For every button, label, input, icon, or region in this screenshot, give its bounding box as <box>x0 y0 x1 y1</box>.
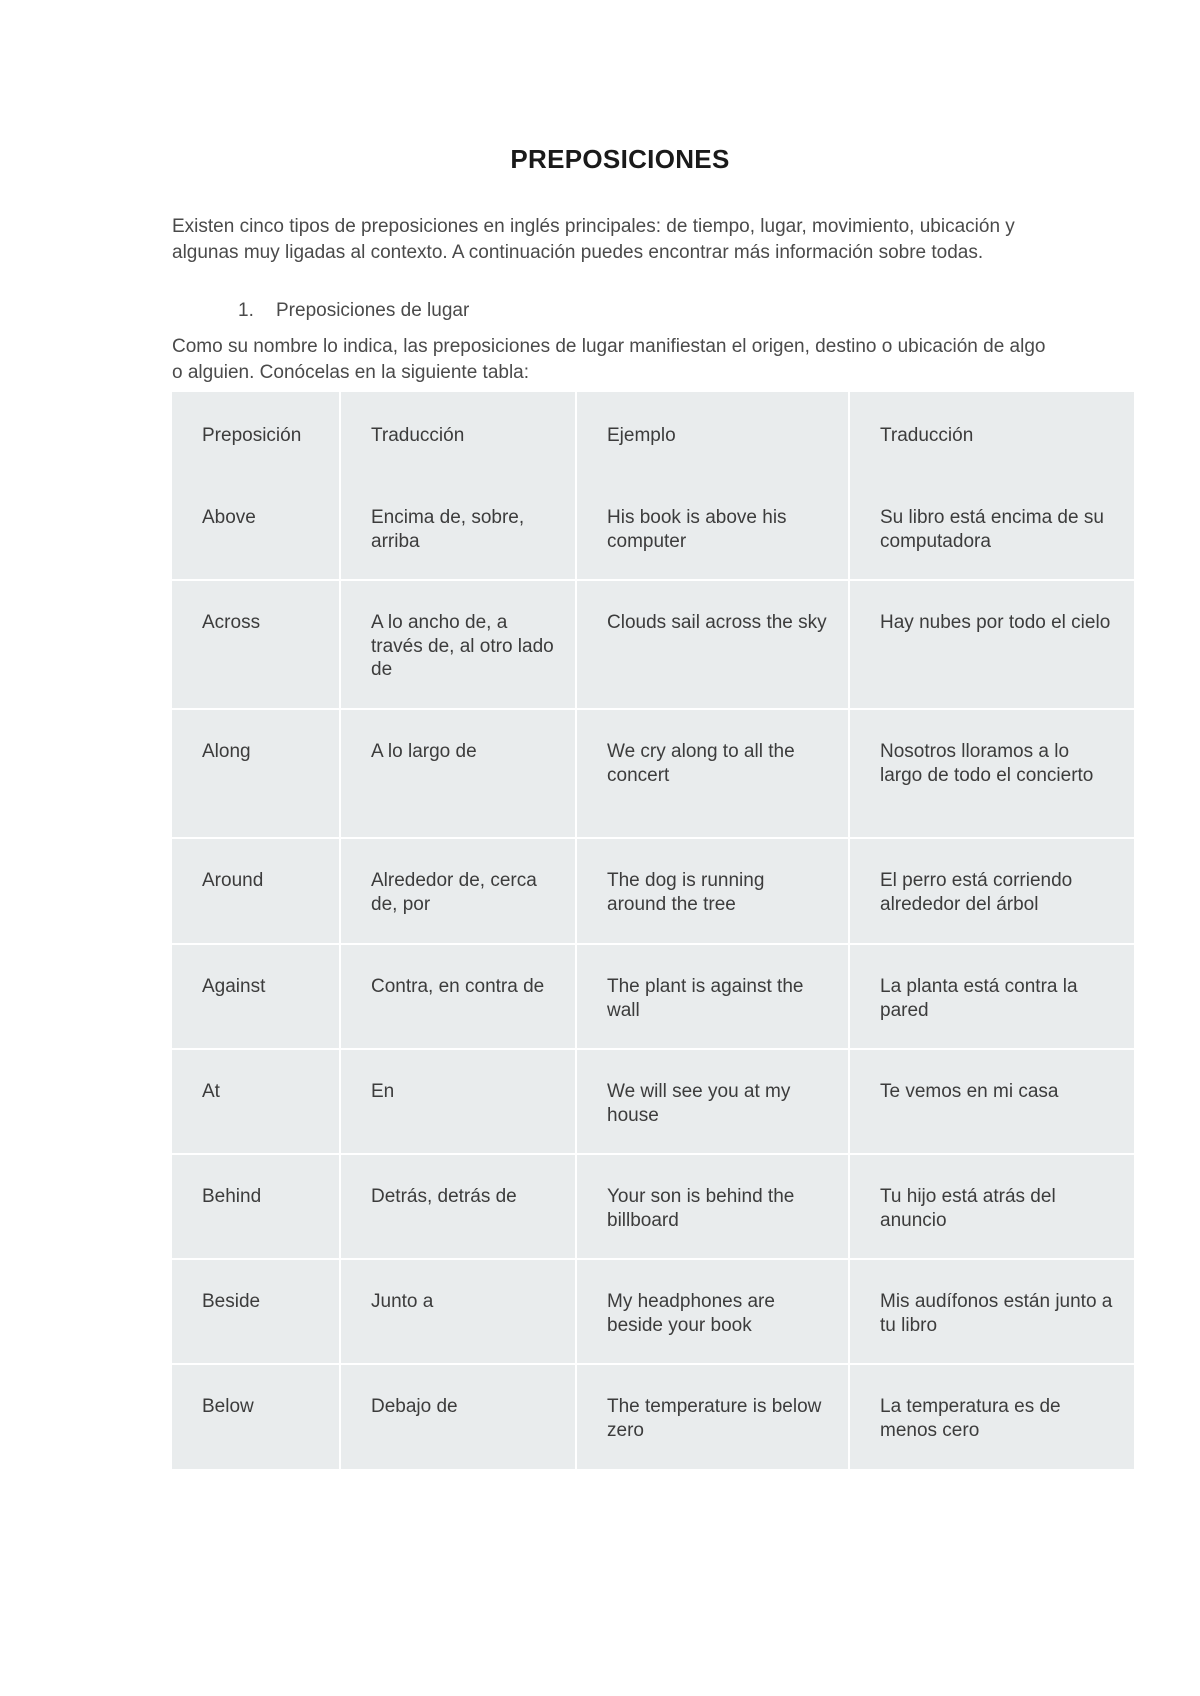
table-cell: At <box>172 1049 340 1154</box>
table-row <box>172 580 1134 709</box>
numbered-list-item <box>238 300 469 322</box>
table-cell: El perro está corriendo alrededor del árbol <box>849 838 1134 944</box>
table-cell: Hay nubes por todo el cielo <box>849 580 1134 709</box>
header-cell: Preposición <box>172 392 340 476</box>
header-cell: Traducción <box>340 392 576 476</box>
table-cell: Detrás, detrás de <box>340 1154 576 1259</box>
list-number: 1. <box>238 300 254 321</box>
table-cell: Nosotros lloramos a lo largo de todo el concierto <box>849 709 1134 838</box>
table-cell: We cry along to all the concert <box>576 709 849 838</box>
page-title: PREPOSICIONES <box>510 144 730 174</box>
table-cell: The dog is running around the tree <box>576 838 849 944</box>
table-cell: Your son is behind the billboard <box>576 1154 849 1259</box>
table-cell: En <box>340 1049 576 1154</box>
table-cell: Alrededor de, cerca de, por <box>340 838 576 944</box>
table-cell: My headphones are beside your book <box>576 1259 849 1364</box>
table-row <box>172 1154 1134 1259</box>
table-cell: A lo largo de <box>340 709 576 838</box>
table-row <box>172 944 1134 1049</box>
table-cell: Along <box>172 709 340 838</box>
prepositions-table <box>172 392 1134 1471</box>
table-cell: La planta está contra la pared <box>849 944 1134 1049</box>
table-cell: Junto a <box>340 1259 576 1364</box>
header-cell: Traducción <box>880 425 974 446</box>
table-cell: Tu hijo está atrás del anuncio <box>849 1154 1134 1259</box>
table-row <box>172 476 1134 580</box>
table-row <box>172 1259 1134 1364</box>
table-cell: Mis audífonos están junto a tu libro <box>849 1259 1134 1364</box>
table-row <box>172 838 1134 944</box>
table-row <box>172 709 1134 838</box>
table-cell: Above <box>172 476 340 580</box>
table-cell: Te vemos en mi casa <box>849 1049 1134 1154</box>
table-cell: Around <box>172 838 340 944</box>
table-cell: Behind <box>172 1154 340 1259</box>
list-label: Preposiciones de lugar <box>276 300 470 321</box>
table-cell: Against <box>172 944 340 1049</box>
table-header-row <box>172 392 1134 476</box>
table-cell: Su libro está encima de su computadora <box>849 476 1134 580</box>
table-cell: Beside <box>172 1259 340 1364</box>
table-cell: La temperatura es de menos cero <box>849 1364 1134 1470</box>
table-cell: The temperature is below zero <box>576 1364 849 1470</box>
table-row <box>172 1049 1134 1154</box>
table-cell: Debajo de <box>340 1364 576 1470</box>
table-cell: Across <box>172 580 340 709</box>
header-cell: Ejemplo <box>576 392 849 476</box>
table-cell: His book is above his computer <box>576 476 849 580</box>
table-cell: A lo ancho de, a través de, al otro lado de <box>340 580 576 709</box>
intro-paragraph: Existen cinco tipos de preposiciones en inglés principales: de tiempo, lugar, movimiento, ubicación y algunas muy ligadas al contexto. A continuación puedes encontrar más información sobre todas. <box>172 216 1015 263</box>
table-cell: Clouds sail across the sky <box>576 580 849 709</box>
table-cell: Encima de, sobre, arriba <box>340 476 576 580</box>
table-cell: Below <box>172 1364 340 1470</box>
table-cell: The plant is against the wall <box>576 944 849 1049</box>
table-row <box>172 1364 1134 1470</box>
description-paragraph: Como su nombre lo indica, las preposiciones de lugar manifiestan el origen, destino o ubicación de algo o alguien. Conócelas en la siguiente tabla: <box>172 336 1046 383</box>
table-cell: Contra, en contra de <box>340 944 576 1049</box>
table-cell: We will see you at my house <box>576 1049 849 1154</box>
